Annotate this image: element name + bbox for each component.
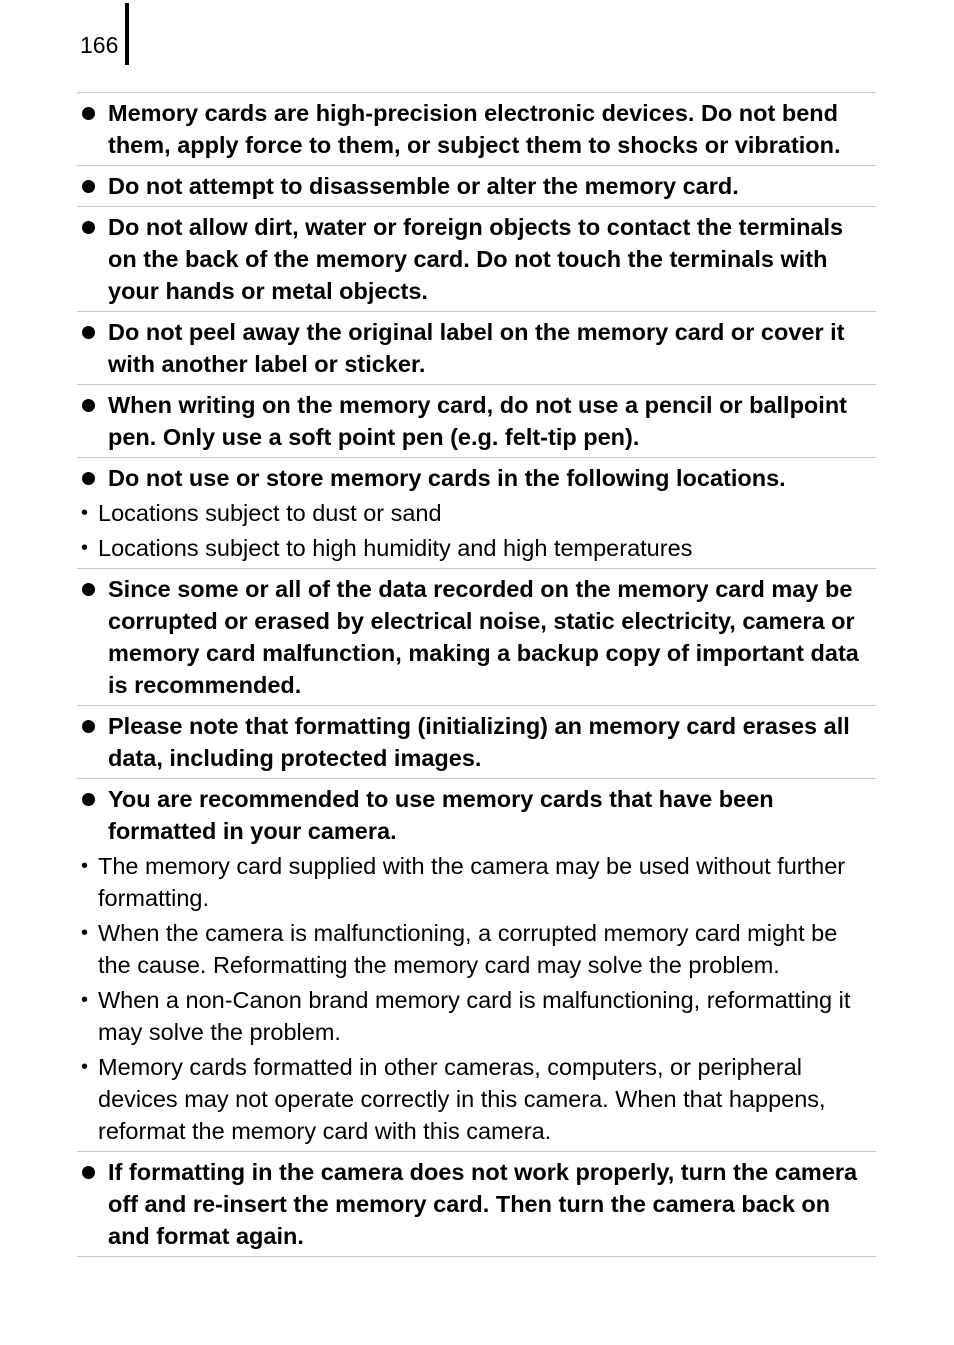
- precaution-note-text: Do not use or store memory cards in the following locations.: [108, 465, 786, 491]
- bullet-dot-icon: [82, 793, 95, 806]
- page-number: 166: [80, 32, 119, 58]
- precaution-note-text: Please note that formatting (initializing) an memory card erases all data, including protected images.: [108, 713, 850, 771]
- precaution-note-text: When writing on the memory card, do not use a pencil or ballpoint pen. Only use a soft point pen (e.g. felt-tip pen).: [108, 392, 847, 450]
- precautions-list: [77, 92, 876, 1257]
- precaution-note: [77, 316, 876, 380]
- small-bullet-icon: •: [81, 922, 89, 944]
- precaution-note: [77, 783, 876, 847]
- bullet-dot-icon: [82, 399, 95, 412]
- precaution-note: [77, 97, 876, 161]
- bullet-dot-icon: [82, 180, 95, 193]
- sub-item-text: Locations subject to high humidity and high temperatures: [98, 535, 693, 561]
- sub-item: [77, 1051, 876, 1147]
- small-bullet-icon: •: [81, 1056, 89, 1078]
- precaution-section: [77, 207, 876, 312]
- sub-item: [77, 497, 876, 529]
- precaution-note: [77, 462, 876, 494]
- precaution-note-text: If formatting in the camera does not work properly, turn the camera off and re-insert the memory card. Then turn the camera back on and format again.: [108, 1159, 858, 1249]
- precaution-note: [77, 710, 876, 774]
- precaution-section: [77, 385, 876, 458]
- bullet-dot-icon: [82, 720, 95, 733]
- header-rule: [125, 3, 129, 65]
- precaution-section: [77, 706, 876, 779]
- precaution-note-text: Since some or all of the data recorded on the memory card may be corrupted or erased by electrical noise, static electricity, camera or memory card malfunction, making a backup copy of important data is recommended.: [108, 576, 859, 698]
- small-bullet-icon: •: [81, 989, 89, 1011]
- precaution-section: [77, 312, 876, 385]
- bullet-dot-icon: [82, 1166, 95, 1179]
- precaution-note-text: Do not peel away the original label on the memory card or cover it with another label or sticker.: [108, 319, 845, 377]
- precaution-note: [77, 573, 876, 701]
- precaution-section: [77, 93, 876, 166]
- sub-item: [77, 917, 876, 981]
- small-bullet-icon: •: [81, 537, 89, 559]
- bullet-dot-icon: [82, 472, 95, 485]
- bullet-dot-icon: [82, 326, 95, 339]
- precaution-note: [77, 211, 876, 307]
- bullet-dot-icon: [82, 221, 95, 234]
- precaution-note-text: Do not allow dirt, water or foreign objects to contact the terminals on the back of the memory card. Do not touch the terminals with your hands or metal objects.: [108, 214, 844, 304]
- precaution-note: [77, 170, 876, 202]
- bullet-dot-icon: [82, 107, 95, 120]
- sub-item-text: Memory cards formatted in other cameras, computers, or peripheral devices may not operate correctly in this camera. When that happens, reformat the memory card with this camera.: [98, 1054, 826, 1144]
- sub-item-text: When the camera is malfunctioning, a corrupted memory card might be the cause. Reformatting the memory card may solve the problem.: [98, 920, 838, 978]
- precaution-section: [77, 779, 876, 1152]
- sub-item-text: When a non-Canon brand memory card is malfunctioning, reformatting it may solve the problem.: [98, 987, 851, 1045]
- precaution-note-text: Do not attempt to disassemble or alter the memory card.: [108, 173, 739, 199]
- sub-item-text: Locations subject to dust or sand: [98, 500, 442, 526]
- sub-item: [77, 984, 876, 1048]
- precaution-note-text: Memory cards are high-precision electronic devices. Do not bend them, apply force to them, or subject them to shocks or vibration.: [108, 100, 841, 158]
- bullet-dot-icon: [82, 583, 95, 596]
- precaution-section: [77, 1152, 876, 1257]
- sub-item-text: The memory card supplied with the camera may be used without further formatting.: [98, 853, 846, 911]
- small-bullet-icon: •: [81, 502, 89, 524]
- precaution-section: [77, 166, 876, 207]
- small-bullet-icon: •: [81, 855, 89, 877]
- precaution-section: [77, 458, 876, 569]
- sub-item: [77, 532, 876, 564]
- precaution-note: [77, 1156, 876, 1252]
- precaution-section: [77, 569, 876, 706]
- precaution-note: [77, 389, 876, 453]
- precaution-note-text: You are recommended to use memory cards that have been formatted in your camera.: [108, 786, 774, 844]
- sub-item: [77, 850, 876, 914]
